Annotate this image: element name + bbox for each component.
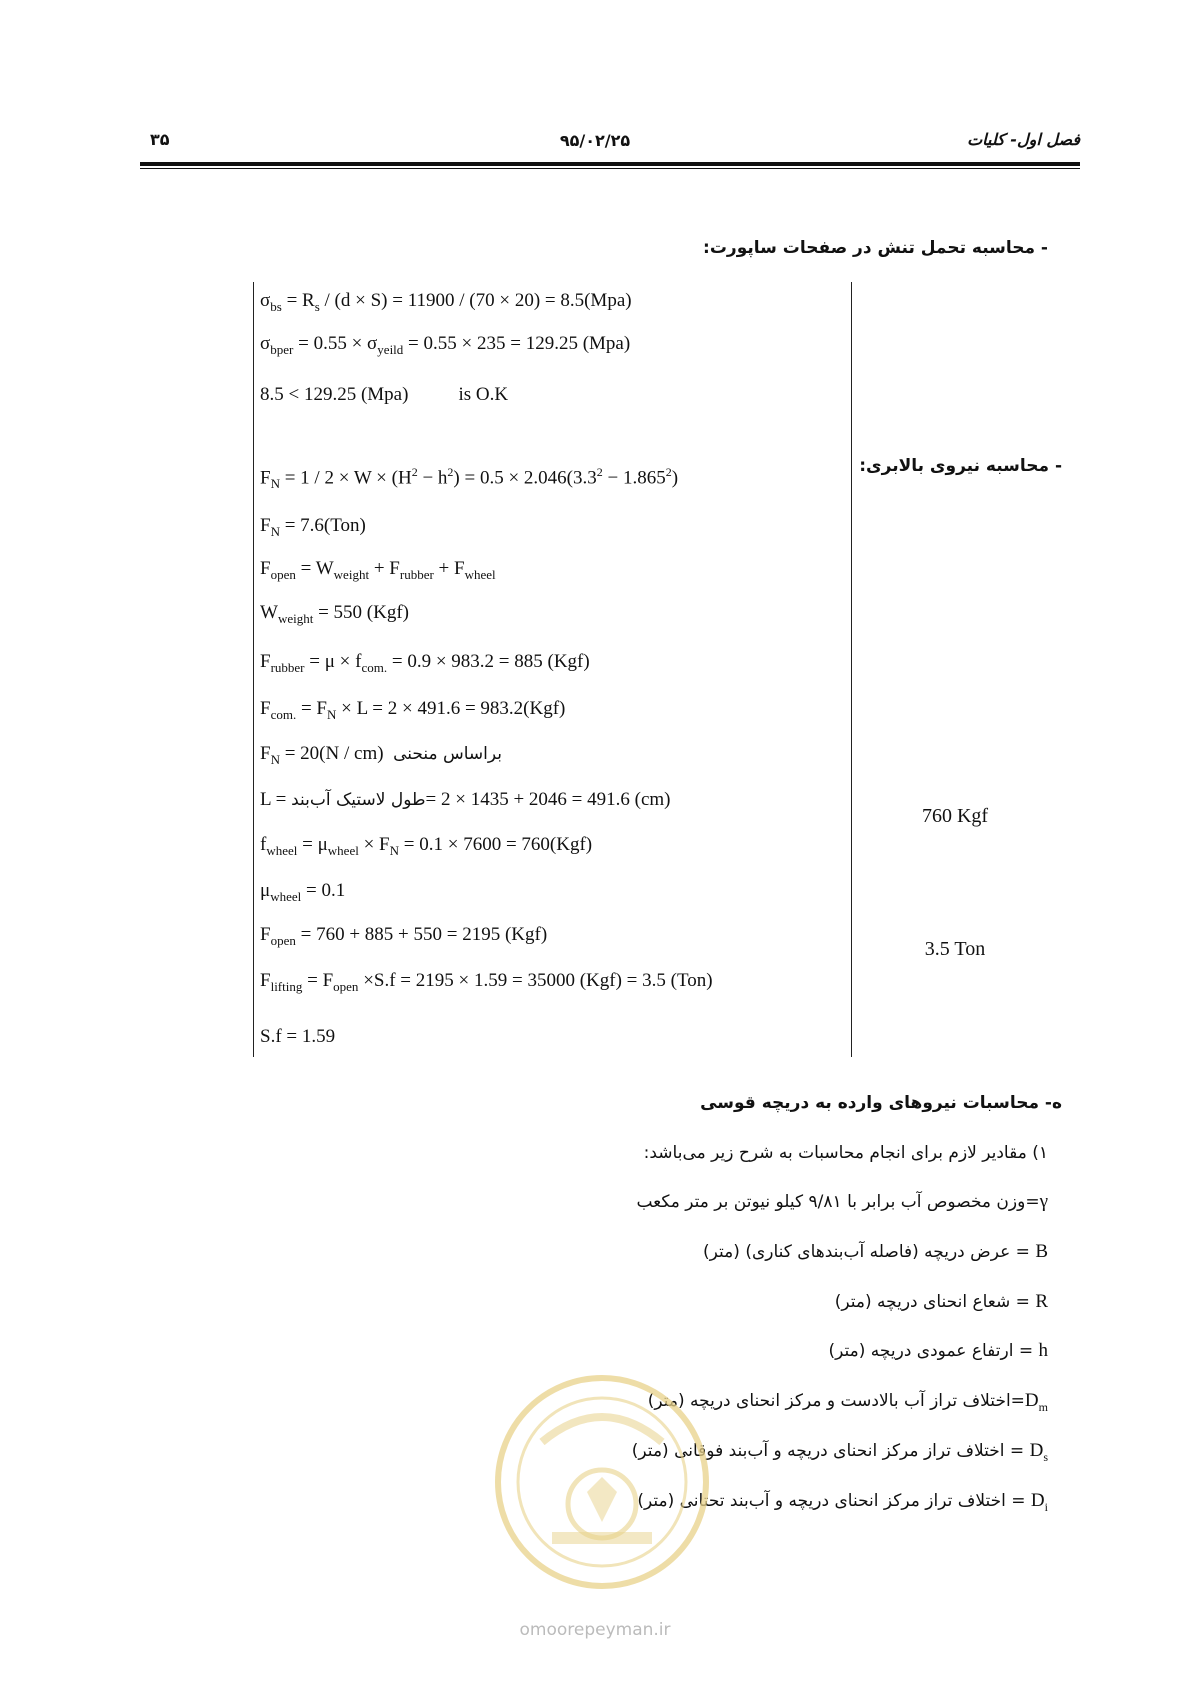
stamp-seal-icon <box>492 1372 712 1592</box>
equation-normal-force-value: $F_N = 7.6(Ton)$ <box>260 515 366 539</box>
definition-gamma: γ=وزن مخصوص آب برابر با ۹/۸۱ کیلو نیوتن بر متر مکعب <box>636 1191 1048 1212</box>
page-date: ۹۵/۰۲/۲۵ <box>559 131 631 150</box>
equation-wheel-force: $f_{wheel} = \mu_{wheel} \times F_N = 0.1 \times 7600 = 760(Kgf)$ <box>260 834 593 858</box>
definition-Di: $D_i$ = اختلاف تراز مرکز انحنای دریچه و آب‌بند تحتانی (متر) <box>637 1490 1048 1514</box>
equation-safety-factor: S.f = 1.59 <box>260 1026 336 1047</box>
definition-B: B = عرض دریچه (فاصله آب‌بندهای کناری) (متر) <box>703 1241 1048 1262</box>
equation-allowable-stress: $\sigma_{bper} = 0.55 \times \sigma_{yeild} = 0.55 \times 235 = 129.25$ (Mpa) <box>260 333 631 357</box>
header-rule-thin <box>140 168 1080 169</box>
website-watermark: omoorepeyman.ir <box>519 1620 671 1640</box>
definition-h: h = ارتفاع عمودی دریچه (متر) <box>828 1340 1048 1361</box>
equation-seal-length: L = طول لاستیک آب‌بند= 2 × 1435 + 2046 = 491.6 (cm) <box>260 789 671 810</box>
heading-lifting-force: - محاسبه نیروی بالابری: <box>859 456 1062 476</box>
result-wheel-force: 760 Kgf <box>921 805 989 827</box>
equation-wheel-friction: $\mu_{wheel} = 0.1$ <box>260 880 346 904</box>
equation-normal-force: $F_N = 1 / 2 \times W \times (H^2 - h^2) = 0.5 \times 2.046(3.3^2 - 1.865^2)$ <box>260 465 679 492</box>
result-lifting-force: 3.5 Ton <box>924 938 986 960</box>
heading-radial-gate: ه- محاسبات نیروهای وارده به دریچه قوسی <box>700 1093 1062 1113</box>
page-number: ۳۵ <box>150 130 170 149</box>
table-left-line <box>253 282 254 1057</box>
header-rule-thick <box>140 162 1080 166</box>
equation-bearing-stress: $\sigma_{bs} = R_s / (d \times S) = 11900 / (70 \times 20) = 8.5(Mpa)$ <box>260 290 632 314</box>
table-divider-line <box>851 282 852 1057</box>
equation-weight: $W_{weight} = 550$ (Kgf) <box>260 602 409 626</box>
definition-R: R = شعاع انحنای دریچه (متر) <box>834 1291 1048 1312</box>
heading-support-plates: - محاسبه تحمل تنش در صفحات ساپورت: <box>703 238 1048 258</box>
definition-Ds: $D_s$ = اختلاف تراز مرکز انحنای دریچه و آب‌بند فوقانی (متر) <box>631 1440 1048 1464</box>
equation-compression-force: $F_{com.} = F_N \times L = 2 \times 491.6 = 983.2(Kgf)$ <box>260 698 566 722</box>
equation-check: 8.5 < 129.25 (Mpa) is O.K <box>260 384 509 405</box>
equation-rubber-force: $F_{rubber} = \mu \times f_{com.} = 0.9 \times 983.2 = 885$ (Kgf) <box>260 651 590 675</box>
chapter-title: فصل اول- کلیات <box>967 130 1080 149</box>
definition-Dm: $D_m=اختلاف$ تراز آب بالادست و مرکز انحنای دریچه (متر) <box>647 1390 1048 1414</box>
equation-opening-force: $F_{open} = W_{weight} + F_{rubber} + F_{wheel}$ <box>260 558 496 582</box>
definitions-intro: ۱) مقادیر لازم برای انجام محاسبات به شرح زیر می‌باشد: <box>643 1143 1048 1163</box>
equation-lifting-force: $F_{lifting} = F_{open} \times S.f = 2195 \times 1.59 = 35000$ (Kgf) = 3.5 (Ton) <box>260 970 713 994</box>
equation-opening-total: $F_{open} = 760 + 885 + 550 = 2195$ (Kgf) <box>260 924 548 948</box>
equation-fn-curve: $F_N = 20(N / cm)$ براساس منحنی <box>260 743 502 767</box>
